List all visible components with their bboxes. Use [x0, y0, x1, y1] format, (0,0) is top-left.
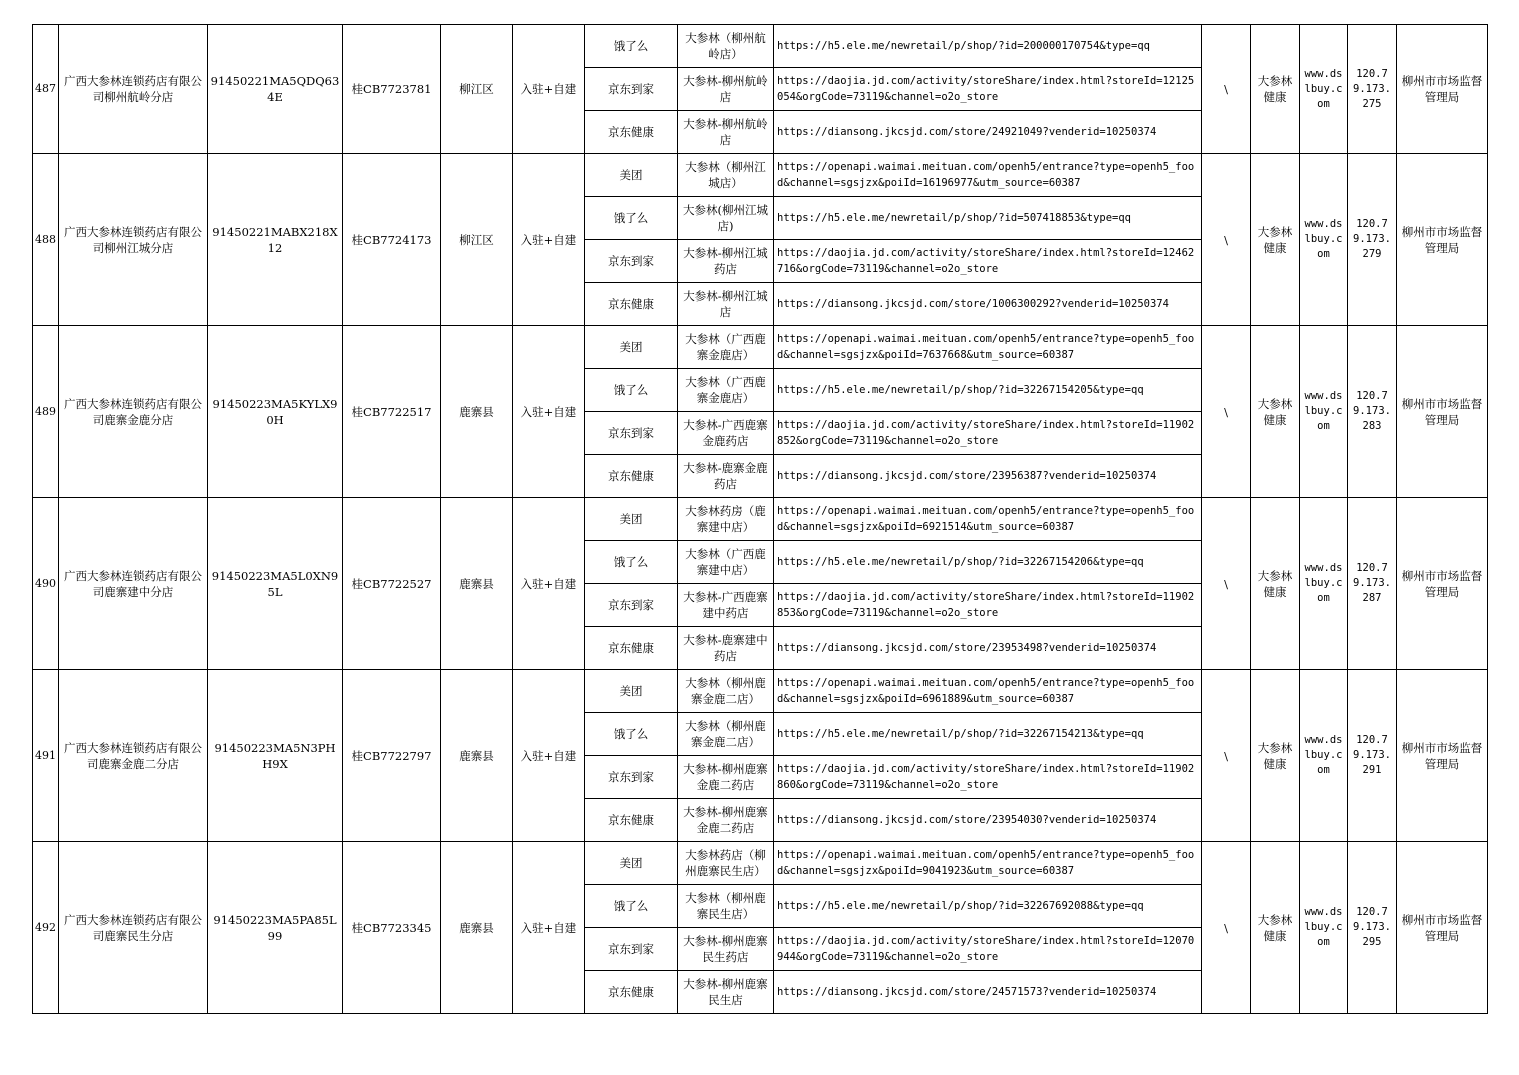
- row-number: 488: [33, 154, 59, 326]
- platform-url[interactable]: https://h5.ele.me/newretail/p/shop/?id=200000170754&type=qq: [774, 25, 1202, 68]
- brand-name: 大参林健康: [1251, 326, 1300, 498]
- license-number: 桂CB7723781: [343, 25, 441, 154]
- platform-name: 京东健康: [585, 111, 678, 154]
- platform-store-name: 大参林-鹿寨金鹿药店: [678, 455, 774, 498]
- district: 柳江区: [441, 154, 513, 326]
- platform-url[interactable]: https://diansong.jkcsjd.com/store/24571573?venderid=10250374: [774, 971, 1202, 1014]
- platform-name: 饿了么: [585, 713, 678, 756]
- table-row: [33, 670, 1488, 713]
- platform-store-name: 大参林药店（柳州鹿寨民生店）: [678, 842, 774, 885]
- license-number: 桂CB7724173: [343, 154, 441, 326]
- operation-mode: 入驻+自建: [513, 670, 585, 842]
- row-number: 490: [33, 498, 59, 670]
- platform-url[interactable]: https://diansong.jkcsjd.com/store/23956387?venderid=10250374: [774, 455, 1202, 498]
- regulatory-authority: 柳州市市场监督管理局: [1397, 498, 1488, 670]
- company-name: 广西大参林连锁药店有限公司柳州江城分店: [59, 154, 208, 326]
- website[interactable]: www.dslbuy.com: [1300, 25, 1348, 154]
- platform-name: 京东健康: [585, 455, 678, 498]
- brand-name: 大参林健康: [1251, 842, 1300, 1014]
- platform-url[interactable]: https://openapi.waimai.meituan.com/openh5/entrance?type=openh5_food&channel=sgsjzx&poiId=9041923&utm_source=60387: [774, 842, 1202, 885]
- brand-name: 大参林健康: [1251, 670, 1300, 842]
- platform-name: 京东到家: [585, 584, 678, 627]
- operation-mode: 入驻+自建: [513, 842, 585, 1014]
- platform-name: 饿了么: [585, 369, 678, 412]
- platform-store-name: 大参林（广西鹿寨金鹿店）: [678, 369, 774, 412]
- ip-address: 120.79.173.275: [1348, 25, 1397, 154]
- platform-name: 京东到家: [585, 240, 678, 283]
- platform-name: 京东健康: [585, 627, 678, 670]
- company-name: 广西大参林连锁药店有限公司鹿寨民生分店: [59, 842, 208, 1014]
- row-number: 487: [33, 25, 59, 154]
- platform-name: 美团: [585, 498, 678, 541]
- table-body: [33, 25, 1488, 1014]
- app-placeholder: \: [1202, 842, 1251, 1014]
- operation-mode: 入驻+自建: [513, 154, 585, 326]
- platform-url[interactable]: https://daojia.jd.com/activity/storeShare/index.html?storeId=11902852&orgCode=73119&channel=o2o_store: [774, 412, 1202, 455]
- platform-url[interactable]: https://h5.ele.me/newretail/p/shop/?id=32267154213&type=qq: [774, 713, 1202, 756]
- platform-name: 京东到家: [585, 68, 678, 111]
- credit-code: 91450221MABX218X12: [208, 154, 343, 326]
- app-placeholder: \: [1202, 498, 1251, 670]
- platform-store-name: 大参林-柳州江城店: [678, 283, 774, 326]
- table-row: [33, 154, 1488, 197]
- platform-store-name: 大参林（柳州航岭店）: [678, 25, 774, 68]
- platform-name: 京东到家: [585, 756, 678, 799]
- platform-name: 美团: [585, 326, 678, 369]
- platform-store-name: 大参林（柳州鹿寨金鹿二店）: [678, 713, 774, 756]
- app-placeholder: \: [1202, 154, 1251, 326]
- credit-code: 91450223MA5PA85L99: [208, 842, 343, 1014]
- credit-code: 91450223MA5L0XN95L: [208, 498, 343, 670]
- regulatory-authority: 柳州市市场监督管理局: [1397, 25, 1488, 154]
- platform-name: 饿了么: [585, 197, 678, 240]
- platform-url[interactable]: https://daojia.jd.com/activity/storeShare/index.html?storeId=12070944&orgCode=73119&channel=o2o_store: [774, 928, 1202, 971]
- website[interactable]: www.dslbuy.com: [1300, 670, 1348, 842]
- website[interactable]: www.dslbuy.com: [1300, 498, 1348, 670]
- license-number: 桂CB7723345: [343, 842, 441, 1014]
- platform-name: 京东到家: [585, 412, 678, 455]
- platform-store-name: 大参林-柳州鹿寨民生店: [678, 971, 774, 1014]
- row-number: 492: [33, 842, 59, 1014]
- platform-store-name: 大参林-柳州鹿寨金鹿二药店: [678, 799, 774, 842]
- platform-url[interactable]: https://daojia.jd.com/activity/storeShare/index.html?storeId=12462716&orgCode=73119&channel=o2o_store: [774, 240, 1202, 283]
- row-number: 489: [33, 326, 59, 498]
- credit-code: 91450223MA5N3PHH9X: [208, 670, 343, 842]
- platform-name: 饿了么: [585, 25, 678, 68]
- platform-store-name: 大参林（广西鹿寨金鹿店）: [678, 326, 774, 369]
- website[interactable]: www.dslbuy.com: [1300, 154, 1348, 326]
- license-number: 桂CB7722517: [343, 326, 441, 498]
- company-name: 广西大参林连锁药店有限公司鹿寨金鹿二分店: [59, 670, 208, 842]
- store-registry-table: [32, 24, 1488, 1014]
- platform-name: 京东健康: [585, 971, 678, 1014]
- brand-name: 大参林健康: [1251, 154, 1300, 326]
- platform-name: 饿了么: [585, 885, 678, 928]
- ip-address: 120.79.173.287: [1348, 498, 1397, 670]
- table-row: [33, 25, 1488, 68]
- platform-name: 京东健康: [585, 283, 678, 326]
- license-number: 桂CB7722527: [343, 498, 441, 670]
- brand-name: 大参林健康: [1251, 25, 1300, 154]
- platform-store-name: 大参林药房（鹿寨建中店）: [678, 498, 774, 541]
- platform-url[interactable]: https://openapi.waimai.meituan.com/openh5/entrance?type=openh5_food&channel=sgsjzx&poiId=7637668&utm_source=60387: [774, 326, 1202, 369]
- platform-url[interactable]: https://diansong.jkcsjd.com/store/23954030?venderid=10250374: [774, 799, 1202, 842]
- app-placeholder: \: [1202, 670, 1251, 842]
- platform-url[interactable]: https://h5.ele.me/newretail/p/shop/?id=507418853&type=qq: [774, 197, 1202, 240]
- operation-mode: 入驻+自建: [513, 326, 585, 498]
- regulatory-authority: 柳州市市场监督管理局: [1397, 670, 1488, 842]
- platform-url[interactable]: https://h5.ele.me/newretail/p/shop/?id=32267154205&type=qq: [774, 369, 1202, 412]
- app-placeholder: \: [1202, 326, 1251, 498]
- platform-store-name: 大参林-广西鹿寨金鹿药店: [678, 412, 774, 455]
- company-name: 广西大参林连锁药店有限公司鹿寨建中分店: [59, 498, 208, 670]
- platform-store-name: 大参林-柳州航岭店: [678, 111, 774, 154]
- district: 柳江区: [441, 25, 513, 154]
- ip-address: 120.79.173.295: [1348, 842, 1397, 1014]
- district: 鹿寨县: [441, 842, 513, 1014]
- platform-url[interactable]: https://h5.ele.me/newretail/p/shop/?id=32267692088&type=qq: [774, 885, 1202, 928]
- platform-name: 饿了么: [585, 541, 678, 584]
- ip-address: 120.79.173.283: [1348, 326, 1397, 498]
- website[interactable]: www.dslbuy.com: [1300, 842, 1348, 1014]
- platform-url[interactable]: https://openapi.waimai.meituan.com/openh5/entrance?type=openh5_food&channel=sgsjzx&poiId=6961889&utm_source=60387: [774, 670, 1202, 713]
- platform-store-name: 大参林（柳州鹿寨民生店）: [678, 885, 774, 928]
- platform-store-name: 大参林-柳州航岭店: [678, 68, 774, 111]
- platform-url[interactable]: https://h5.ele.me/newretail/p/shop/?id=32267154206&type=qq: [774, 541, 1202, 584]
- platform-url[interactable]: https://diansong.jkcsjd.com/store/23953498?venderid=10250374: [774, 627, 1202, 670]
- ip-address: 120.79.173.279: [1348, 154, 1397, 326]
- table-row: [33, 326, 1488, 369]
- platform-name: 京东健康: [585, 799, 678, 842]
- platform-store-name: 大参林-柳州江城药店: [678, 240, 774, 283]
- company-name: 广西大参林连锁药店有限公司鹿寨金鹿分店: [59, 326, 208, 498]
- platform-store-name: 大参林-柳州鹿寨金鹿二药店: [678, 756, 774, 799]
- platform-url[interactable]: https://diansong.jkcsjd.com/store/1006300292?venderid=10250374: [774, 283, 1202, 326]
- district: 鹿寨县: [441, 326, 513, 498]
- platform-url[interactable]: https://daojia.jd.com/activity/storeShare/index.html?storeId=11902853&orgCode=73119&channel=o2o_store: [774, 584, 1202, 627]
- platform-name: 美团: [585, 154, 678, 197]
- regulatory-authority: 柳州市市场监督管理局: [1397, 154, 1488, 326]
- regulatory-authority: 柳州市市场监督管理局: [1397, 326, 1488, 498]
- app-placeholder: \: [1202, 25, 1251, 154]
- platform-url[interactable]: https://daojia.jd.com/activity/storeShare/index.html?storeId=12125054&orgCode=73119&channel=o2o_store: [774, 68, 1202, 111]
- platform-store-name: 大参林（柳州江城店）: [678, 154, 774, 197]
- platform-name: 京东到家: [585, 928, 678, 971]
- credit-code: 91450221MA5QDQ634E: [208, 25, 343, 154]
- platform-name: 美团: [585, 670, 678, 713]
- district: 鹿寨县: [441, 670, 513, 842]
- platform-store-name: 大参林（柳州鹿寨金鹿二店）: [678, 670, 774, 713]
- platform-name: 美团: [585, 842, 678, 885]
- platform-url[interactable]: https://openapi.waimai.meituan.com/openh5/entrance?type=openh5_food&channel=sgsjzx&poiId=6921514&utm_source=60387: [774, 498, 1202, 541]
- website[interactable]: www.dslbuy.com: [1300, 326, 1348, 498]
- operation-mode: 入驻+自建: [513, 498, 585, 670]
- brand-name: 大参林健康: [1251, 498, 1300, 670]
- platform-store-name: 大参林-鹿寨建中药店: [678, 627, 774, 670]
- credit-code: 91450223MA5KYLX90H: [208, 326, 343, 498]
- company-name: 广西大参林连锁药店有限公司柳州航岭分店: [59, 25, 208, 154]
- operation-mode: 入驻+自建: [513, 25, 585, 154]
- platform-store-name: 大参林-广西鹿寨建中药店: [678, 584, 774, 627]
- row-number: 491: [33, 670, 59, 842]
- platform-url[interactable]: https://daojia.jd.com/activity/storeShare/index.html?storeId=11902860&orgCode=73119&channel=o2o_store: [774, 756, 1202, 799]
- license-number: 桂CB7722797: [343, 670, 441, 842]
- platform-url[interactable]: https://diansong.jkcsjd.com/store/24921049?venderid=10250374: [774, 111, 1202, 154]
- district: 鹿寨县: [441, 498, 513, 670]
- table-row: [33, 498, 1488, 541]
- regulatory-authority: 柳州市市场监督管理局: [1397, 842, 1488, 1014]
- platform-store-name: 大参林（广西鹿寨建中店）: [678, 541, 774, 584]
- ip-address: 120.79.173.291: [1348, 670, 1397, 842]
- table-row: [33, 842, 1488, 885]
- platform-store-name: 大参林(柳州江城店): [678, 197, 774, 240]
- platform-url[interactable]: https://openapi.waimai.meituan.com/openh5/entrance?type=openh5_food&channel=sgsjzx&poiId=16196977&utm_source=60387: [774, 154, 1202, 197]
- platform-store-name: 大参林-柳州鹿寨民生药店: [678, 928, 774, 971]
